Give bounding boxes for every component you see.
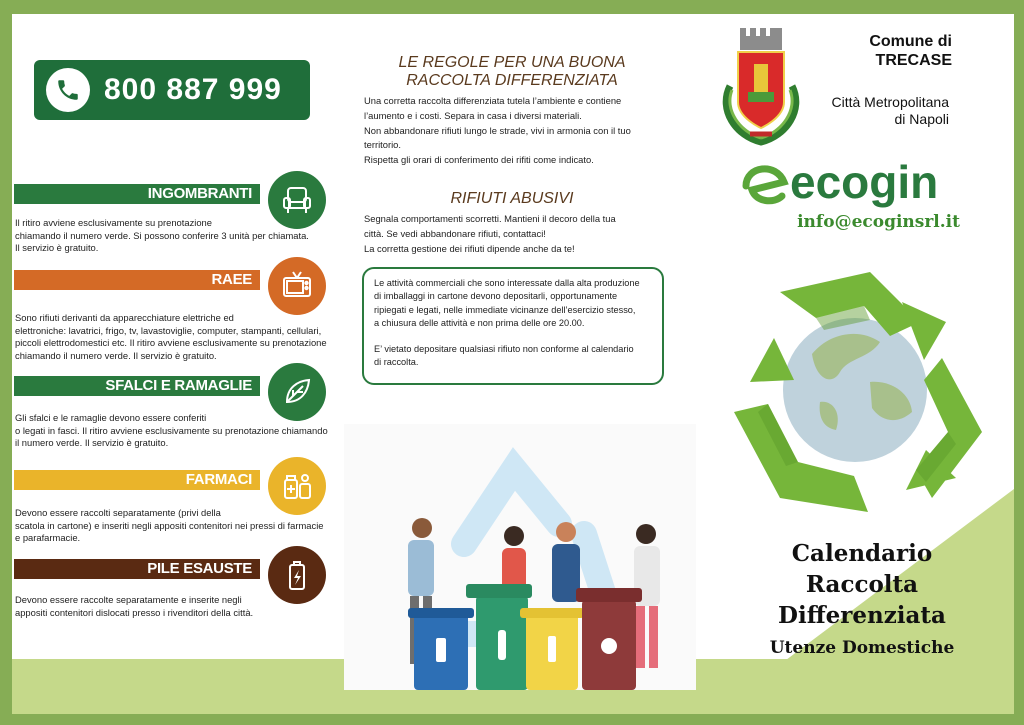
section-bar-ingombranti: INGOMBRANTI — [14, 184, 260, 204]
notice-box — [362, 267, 664, 385]
phone-banner[interactable] — [34, 60, 310, 120]
rules-text: Una corretta raccolta differenziata tutela l’ambiente e contiene l’aumento e i costi. Separa in casa i diversi materiali. Non abbandonare rifiuti lungo le strade, vivi in armonia con il tuo territorio. Rispetta gli orari di conferimento dei rifiti come indicato. — [364, 95, 631, 166]
comune-title: Comune di TRECASE — [869, 33, 952, 69]
section-text-farmaci: Devono essere raccolti separatamente (privi della scatola in cartone) e inseriti negli appositi contenitori nei pressi di farmacie e parafarmacie. — [15, 507, 324, 544]
notice-paragraph-2: E’ vietato depositare qualsiasi rifiuto non conforme al calendario di raccolta. — [374, 343, 634, 368]
comune-crest-icon — [718, 24, 804, 148]
section-bar-raee: RAEE — [14, 270, 260, 290]
calendar-title: Calendario Raccolta Differenziata — [778, 540, 946, 629]
ecogin-logo — [740, 156, 962, 212]
ecogin-logo-text: ecogin — [790, 156, 939, 208]
ecogin-email-link[interactable]: info@ecoginsrl.it — [797, 212, 960, 232]
section-bar-pile: PILE ESAUSTE — [14, 559, 260, 579]
section-text-ingombranti: Il ritiro avviene esclusivamente su prenotazione chiamando il numero verde. Si possono conferire 3 unità per chiamata. Il servizio è gratuito. — [15, 217, 309, 254]
recycling-people-illustration — [344, 424, 696, 690]
section-bar-farmaci: FARMACI — [14, 470, 260, 490]
calendar-subtitle: Utenze Domestiche — [769, 638, 955, 658]
section-text-pile: Devono essere raccolte separatamente e inserite negli appositi contenitori dislocati presso i rivenditori della città. — [15, 594, 254, 618]
section-bar-sfalci: SFALCI E RAMAGLIE — [14, 376, 260, 396]
recycle-globe-icon — [720, 262, 990, 522]
notice-paragraph-1: Le attività commerciali che sono interessate dalla alta produzione di imballaggi in cartone devono depositarli, opportunamente ripiegati e legati, nelle immediate vicinanze dell’esercizio stesso, a chiusura delle attività e non prima delle ore 20.00. — [374, 278, 640, 329]
abusivi-text: Segnala comportamenti scorretti. Mantieni il decoro della tua città. Se vedi abbandonare rifiuti, contattaci! La corretta gestione dei rifiuti dipende anche da te! — [364, 213, 616, 254]
abusivi-title: RIFIUTI ABUSIVI — [450, 190, 574, 207]
phone-icon — [46, 68, 90, 112]
metro-label: Città Metropolitana di Napoli — [831, 94, 949, 127]
brochure-page — [12, 14, 1014, 714]
section-text-sfalci: Gli sfalci e le ramaglie devono essere conferiti o legati in fasci. Il ritiro avviene esclusivamente su prenotazione chiamando il numero verde. Il servizio è gratuito. — [15, 412, 328, 449]
phone-number: 800 887 999 — [104, 73, 282, 106]
tv-icon — [268, 257, 326, 315]
section-text-raee: Sono rifiuti derivanti da apparecchiature elettriche ed elettroniche: lavatrici, frigo, tv, lavastoviglie, computer, stampanti, cellulari, piccoli elettrodomestici etc. Il ritiro avviene esclusivamente su prenotazione chiamando il numero verde. Il servizio è gratuito. — [15, 312, 327, 361]
rules-title: LE REGOLE PER UNA BUONA RACCOLTA DIFFERENZIATA — [398, 54, 626, 89]
